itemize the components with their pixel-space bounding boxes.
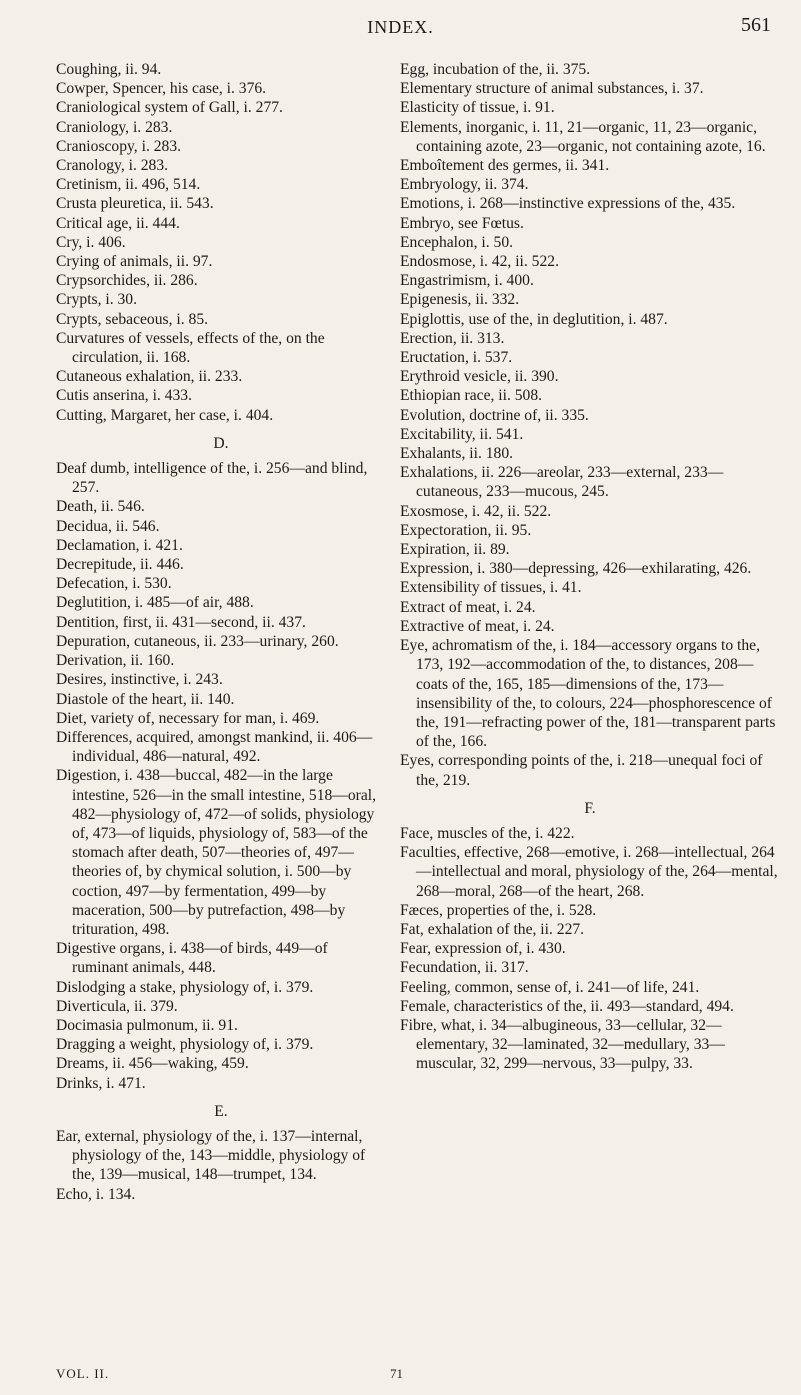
index-entry: Elements, inorganic, i. 11, 21—organic, 11, 23—organic, containing azote, 23—organic, not containing azote, 16. (400, 118, 766, 155)
entries-e (56, 1127, 386, 1204)
index-entry: Deglutition, i. 485—of air, 488. (56, 594, 254, 612)
index-entry: Dragging a weight, physiology of, i. 379. (56, 1036, 314, 1054)
index-entry: Defecation, i. 530. (56, 575, 172, 593)
index-entry: Deaf dumb, intelligence of the, i. 256—and blind, 257. (56, 460, 368, 497)
index-entry: Female, characteristics of the, ii. 493—standard, 494. (400, 997, 734, 1015)
index-entry: Cutis anserina, i. 433. (56, 387, 192, 405)
index-entry: Fat, exhalation of the, ii. 227. (400, 920, 585, 938)
index-entry: Extractive of meat, i. 24. (400, 617, 555, 635)
index-entry: Cranology, i. 283. (56, 157, 169, 175)
index-entry: Dreams, ii. 456—waking, 459. (56, 1055, 249, 1073)
index-entry: Endosmose, i. 42, ii. 522. (400, 253, 559, 271)
index-entry: Evolution, doctrine of, ii. 335. (400, 406, 589, 424)
index-entry: Crying of animals, ii. 97. (56, 253, 213, 271)
index-entry: Cowper, Spencer, his case, i. 376. (56, 80, 267, 98)
index-entry: Engastrimism, i. 400. (400, 272, 534, 290)
entries-c (56, 60, 386, 425)
index-entry: Fibre, what, i. 34—albugineous, 33—cellular, 32—elementary, 32—laminated, 32—medullary, 33—muscular, 32, 299—nervous, 33—pulpy, 33. (400, 1016, 725, 1073)
index-entry: Cry, i. 406. (56, 233, 126, 251)
index-entry: Faculties, effective, 268—emotive, i. 268—intellectual, 264—intellectual and moral, physiology of the, 264—mental, 268—moral, 268—of the heart, 268. (400, 844, 778, 900)
index-entry: Diverticula, ii. 379. (56, 997, 178, 1015)
index-entry: Curvatures of vessels, effects of the, on the circulation, ii. 168. (56, 329, 325, 367)
index-entry: Face, muscles of the, i. 422. (400, 824, 575, 842)
section-letter-f: F. (584, 799, 596, 817)
index-entry: Embryo, see Fœtus. (400, 214, 524, 232)
index-entry: Decrepitude, ii. 446. (56, 556, 184, 574)
index-entry: Craniological system of Gall, i. 277. (56, 99, 283, 117)
index-entry: Depuration, cutaneous, ii. 233—urinary, 260. (56, 632, 339, 650)
index-entry: Docimasia pulmonum, ii. 91. (56, 1016, 238, 1034)
index-entry: Eructation, i. 537. (400, 349, 513, 367)
index-entry: Differences, acquired, amongst mankind, ii. 406—individual, 486—natural, 492. (56, 728, 373, 766)
index-entry: Erythroid vesicle, ii. 390. (400, 368, 559, 386)
index-entry: Expression, i. 380—depressing, 426—exhilarating, 426. (400, 560, 752, 578)
index-entry: Exosmose, i. 42, ii. 522. (400, 502, 552, 520)
right-column (400, 60, 780, 1074)
index-entry: Extract of meat, i. 24. (400, 598, 536, 616)
index-entry: Declamation, i. 421. (56, 536, 183, 554)
index-entry: Cutting, Margaret, her case, i. 404. (56, 406, 274, 424)
index-entry: Eye, achromatism of the, i. 184—accessory organs to the, 173, 192—accommodation of the, to distances, 208—coats of the, 165, 185—dimensions of the, 173—insensibility of the, to colours, 224—phosphorescence of the, 191—refracting power of the, 181—transparent parts of the, 166. (400, 637, 776, 751)
index-entry: Death, ii. 546. (56, 498, 145, 516)
index-entry: Echo, i. 134. (56, 1185, 136, 1203)
index-entry: Fæces, properties of the, i. 528. (400, 901, 597, 919)
index-entry: Digestive organs, i. 438—of birds, 449—of ruminant animals, 448. (56, 940, 328, 977)
page-number: 561 (741, 14, 771, 36)
index-entry: Emotions, i. 268—instinctive expressions of the, 435. (400, 195, 736, 213)
index-entry: Exhalations, ii. 226—areolar, 233—external, 233—cutaneous, 233—mucous, 245. (400, 464, 724, 501)
entries-f (400, 824, 780, 1074)
running-header-title: INDEX. (367, 17, 434, 37)
index-entry: Cretinism, ii. 496, 514. (56, 176, 201, 194)
index-entry: Crypts, sebaceous, i. 85. (56, 310, 209, 328)
index-entry: Encephalon, i. 50. (400, 233, 514, 251)
index-entry: Elementary structure of animal substances, i. 37. (400, 80, 704, 98)
index-entry: Critical age, ii. 444. (56, 214, 180, 232)
index-entry: Erection, ii. 313. (400, 329, 505, 347)
index-entry: Emboîtement des germes, ii. 341. (400, 157, 610, 175)
index-entry: Craniology, i. 283. (56, 118, 173, 136)
index-entry: Diet, variety of, necessary for man, i. 469. (56, 709, 320, 727)
index-entry: Eyes, corresponding points of the, i. 218—unequal foci of the, 219. (400, 752, 763, 789)
entries-e-continued (400, 60, 780, 790)
index-entry: Fecundation, ii. 317. (400, 959, 529, 977)
index-entry: Crypts, i. 30. (56, 291, 138, 309)
index-entry: Drinks, i. 471. (56, 1074, 146, 1092)
index-entry: Derivation, ii. 160. (56, 652, 175, 670)
index-entry: Diastole of the heart, ii. 140. (56, 690, 235, 708)
index-entry: Embryology, ii. 374. (400, 176, 529, 194)
index-entry: Elasticity of tissue, i. 91. (400, 99, 555, 117)
index-entry: Exhalants, ii. 180. (400, 445, 514, 463)
index-entry: Digestion, i. 438—buccal, 482—in the large intestine, 526—in the small intestine, 518—oral, 482—physiology of, 472—of solids, physiology of, 473—of liquids, physiology of, 583—of the stomach after death, 507—theories of, 497—theories of, by chymical solution, i. 500—by coction, 497—by fermentation, 499—by maceration, 500—by putrefaction, 498—by trituration, 498. (56, 767, 377, 938)
index-entry: Epigenesis, ii. 332. (400, 291, 520, 309)
index-entry: Ear, external, physiology of the, i. 137—internal, physiology of the, 143—middle, physiology of the, 139—musical, 148—trumpet, 134. (56, 1127, 366, 1184)
volume-label: VOL. II. (56, 1366, 110, 1381)
index-entry: Extensibility of tissues, i. 41. (400, 579, 582, 597)
index-entry: Crypsorchides, ii. 286. (56, 272, 198, 290)
entries-d (56, 459, 386, 1093)
index-entry: Cutaneous exhalation, ii. 233. (56, 368, 243, 386)
index-entry: Feeling, common, sense of, i. 241—of life, 241. (400, 978, 700, 996)
index-entry: Dislodging a stake, physiology of, i. 379. (56, 978, 314, 996)
index-entry: Expectoration, ii. 95. (400, 521, 532, 539)
index-entry: Fear, expression of, i. 430. (400, 940, 566, 958)
index-entry: Coughing, ii. 94. (56, 61, 162, 78)
index-entry: Excitability, ii. 541. (400, 425, 524, 443)
left-column (56, 60, 386, 1204)
index-entry: Cranioscopy, i. 283. (56, 137, 182, 155)
index-entry: Decidua, ii. 546. (56, 517, 160, 535)
index-entry: Egg, incubation of the, ii. 375. (400, 61, 591, 78)
section-letter-e: E. (214, 1102, 228, 1120)
index-entry: Ethiopian race, ii. 508. (400, 387, 543, 405)
index-entry: Epiglottis, use of the, in deglutition, i. 487. (400, 310, 668, 328)
index-entry: Dentition, first, ii. 431—second, ii. 437. (56, 613, 306, 631)
section-letter-d: D. (213, 434, 229, 452)
index-entry: Desires, instinctive, i. 243. (56, 671, 223, 689)
index-entry: Expiration, ii. 89. (400, 541, 510, 559)
signature-mark: 71 (390, 1366, 403, 1381)
index-entry: Crusta pleuretica, ii. 543. (56, 195, 214, 213)
